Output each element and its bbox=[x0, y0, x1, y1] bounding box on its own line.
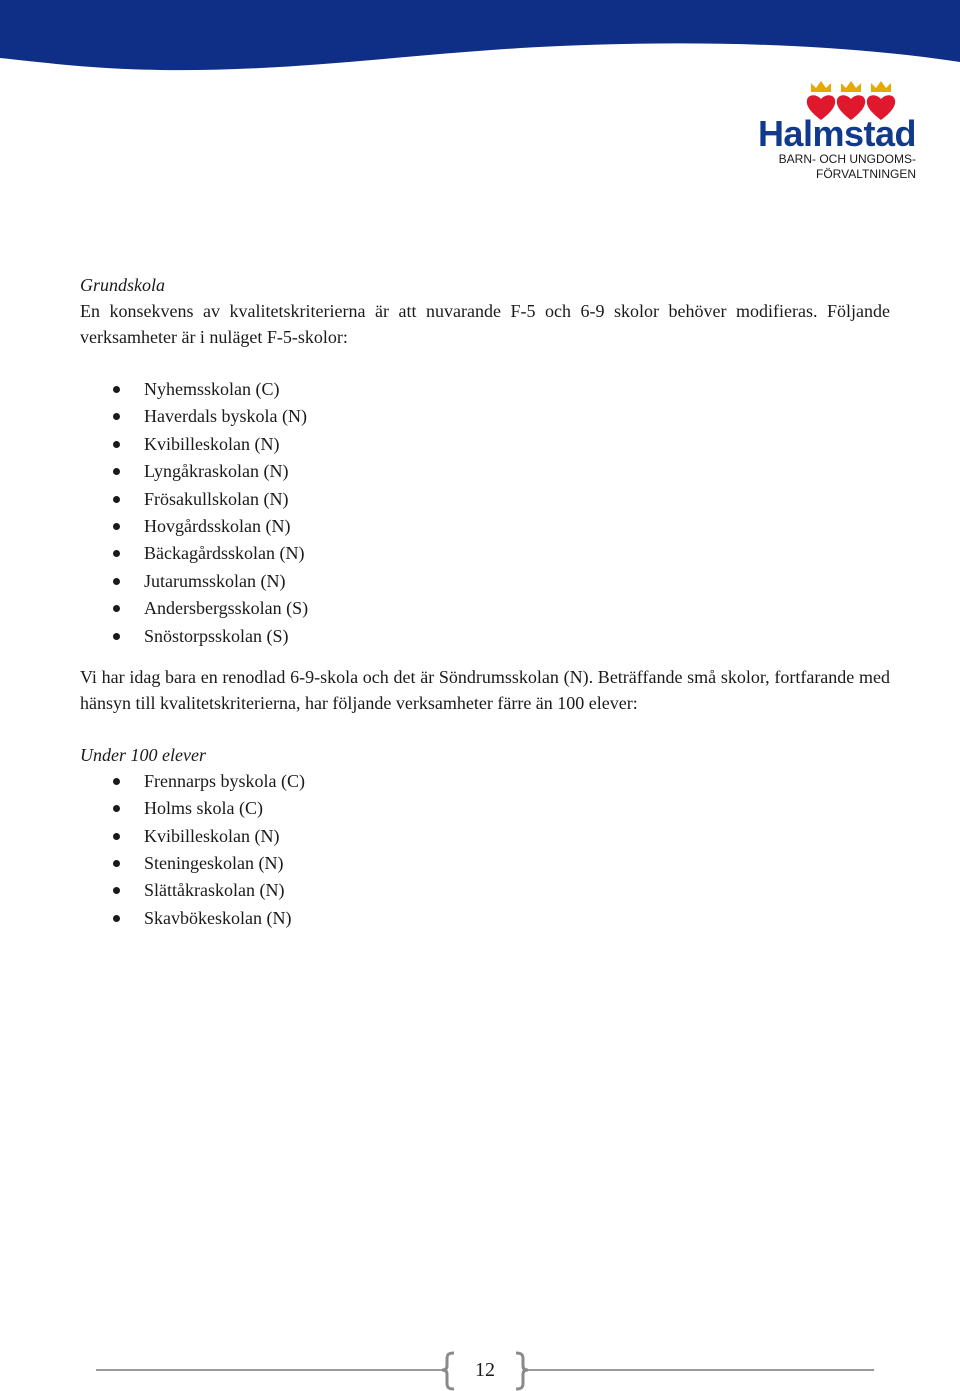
logo-subtitle-line2: FÖRVALTNINGEN bbox=[815, 167, 916, 181]
list-item: Nyhemsskolan (C) bbox=[80, 376, 890, 403]
list-item: Frennarps byskola (C) bbox=[80, 768, 890, 795]
small-schools-paragraph: Vi har idag bara en renodlad 6-9-skola och det är Söndrumsskolan (N). Beträffande små skolor, fortfarande med hänsyn till kvalitetskriterierna, har följande verksamheter färre än 100 elever: bbox=[80, 666, 890, 713]
small-school-list bbox=[80, 768, 890, 932]
list-item: Kvibilleskolan (N) bbox=[80, 823, 890, 850]
list-item: Andersbergsskolan (S) bbox=[80, 595, 890, 622]
logo-wordmark: Halmstad bbox=[757, 113, 916, 154]
list-item: Skavbökeskolan (N) bbox=[80, 905, 890, 932]
list-item: Steningeskolan (N) bbox=[80, 850, 890, 877]
list-item: Snöstorpsskolan (S) bbox=[80, 623, 890, 650]
list-item: Slättåkraskolan (N) bbox=[80, 877, 890, 904]
intro-paragraph: En konsekvens av kvalitetskriterierna är att nuvarande F-5 och 6-9 skolor behöver modifieras. Följande verksamheter är i nuläget F-5-skolor: bbox=[80, 301, 890, 347]
list-item: Hovgårdsskolan (N) bbox=[80, 513, 890, 540]
logo-subtitle-line1: BARN- OCH UNGDOMS- bbox=[778, 152, 916, 166]
header-wave-banner bbox=[0, 0, 960, 90]
list-item: Kvibilleskolan (N) bbox=[80, 431, 890, 458]
logo-subtitle bbox=[756, 152, 916, 182]
section-heading-under-100: Under 100 elever bbox=[80, 744, 206, 765]
list-item: Haverdals byskola (N) bbox=[80, 403, 890, 430]
f5-school-list bbox=[80, 376, 890, 650]
page-number: 12 bbox=[475, 1359, 495, 1381]
list-item: Holms skola (C) bbox=[80, 795, 890, 822]
list-item: Frösakullskolan (N) bbox=[80, 486, 890, 513]
page-footer bbox=[96, 1345, 874, 1391]
list-item: Bäckagårdsskolan (N) bbox=[80, 540, 890, 567]
list-item: Jutarumsskolan (N) bbox=[80, 568, 890, 595]
halmstad-logo bbox=[756, 80, 916, 180]
list-item: Lyngåkraskolan (N) bbox=[80, 458, 890, 485]
section-heading-grundskola: Grundskola bbox=[80, 275, 165, 295]
document-body bbox=[80, 272, 890, 932]
